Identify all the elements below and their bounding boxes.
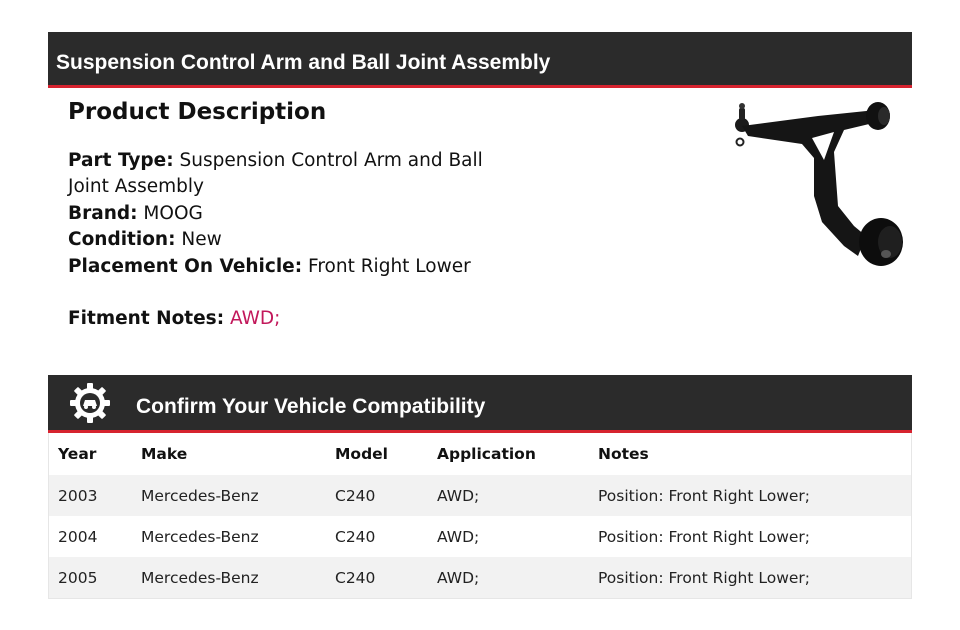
compatibility-bar (48, 375, 912, 433)
compatibility-title: Confirm Your Vehicle Compatibility (136, 395, 486, 418)
fitment-value: AWD; (229, 308, 281, 330)
condition-row (68, 227, 488, 253)
cell-year: 2005 (49, 557, 133, 599)
product-title: Suspension Control Arm and Ball Joint Assembly (56, 51, 551, 74)
cell-make: Mercedes-Benz (132, 516, 326, 557)
part-type-value: Suspension Control Arm and Ball Joint Assembly (68, 150, 483, 198)
compatibility-table (48, 433, 912, 599)
cell-year: 2003 (49, 475, 133, 516)
cell-application: AWD; (428, 475, 589, 516)
description-heading: Product Description (68, 99, 327, 125)
placement-row (68, 254, 488, 280)
table-row (49, 557, 912, 599)
cell-make: Mercedes-Benz (132, 475, 326, 516)
column-header-make: Make (132, 433, 326, 475)
cell-notes: Position: Front Right Lower; (589, 516, 912, 557)
column-header-year: Year (49, 433, 133, 475)
fitment-notes (68, 306, 488, 332)
cell-application: AWD; (428, 516, 589, 557)
cell-make: Mercedes-Benz (132, 557, 326, 599)
cell-model: C240 (326, 475, 428, 516)
table-header-row (49, 433, 912, 475)
fitment-label: Fitment Notes: (68, 308, 225, 330)
product-description (68, 96, 488, 332)
brand-value: MOOG (143, 202, 203, 224)
column-header-application: Application (428, 433, 589, 475)
product-title-bar (48, 32, 912, 88)
column-header-model: Model (326, 433, 428, 475)
brand-label: Brand: (68, 202, 138, 224)
column-header-notes: Notes (589, 433, 912, 475)
table-row (49, 475, 912, 516)
table-row (49, 516, 912, 557)
placement-label: Placement On Vehicle: (68, 255, 303, 277)
cell-year: 2004 (49, 516, 133, 557)
cell-application: AWD; (428, 557, 589, 599)
condition-value: New (181, 229, 222, 251)
brand-row (68, 201, 488, 227)
control-arm-image (726, 96, 906, 276)
condition-label: Condition: (68, 229, 176, 251)
cell-notes: Position: Front Right Lower; (589, 475, 912, 516)
cell-notes: Position: Front Right Lower; (589, 557, 912, 599)
cell-model: C240 (326, 516, 428, 557)
part-type-row (68, 148, 488, 201)
gear-car-icon (68, 381, 112, 425)
placement-value: Front Right Lower (308, 255, 471, 277)
part-type-label: Part Type: (68, 150, 174, 171)
cell-model: C240 (326, 557, 428, 599)
